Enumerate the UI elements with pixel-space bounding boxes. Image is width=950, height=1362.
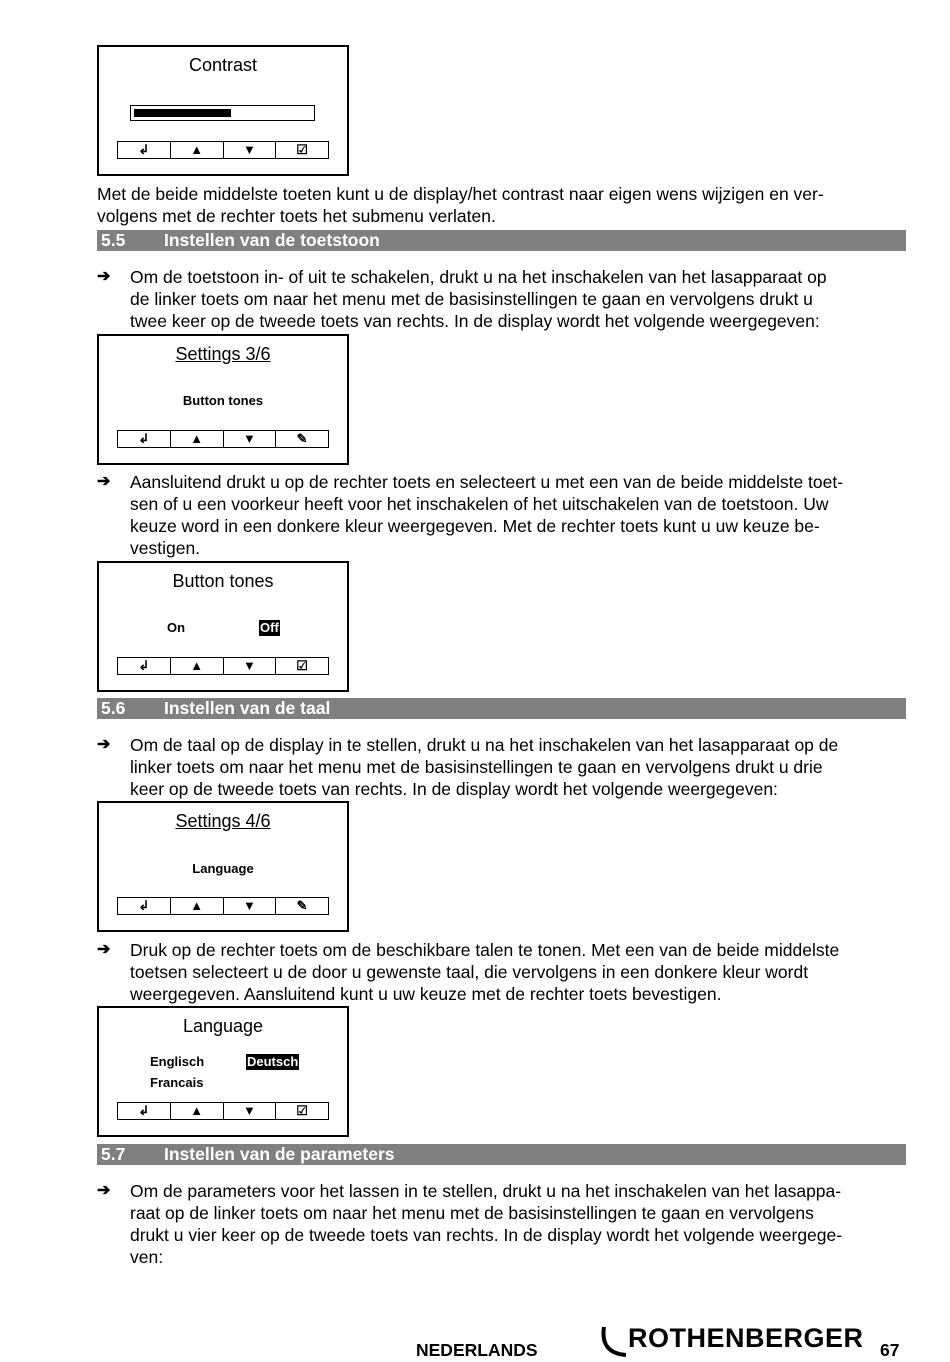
arrow-icon: ➔ [97,941,111,958]
arrow-icon: ➔ [97,1182,111,1199]
pencil-icon: ✎ [296,431,308,446]
section-title: Instellen van de taal [164,698,331,718]
checkbox-icon: ☑ [296,658,308,673]
arrow-icon: ➔ [97,473,111,490]
section-number: 5.6 [101,698,126,718]
contrast-display [97,45,349,176]
settings-3-6-display [97,334,349,465]
back-icon: ↲ [118,431,171,447]
section-title: Instellen van de parameters [164,1144,395,1164]
settings-title: Settings 4/6 [175,811,271,831]
back-icon: ↲ [118,658,171,674]
section-number: 5.7 [101,1144,126,1164]
up-arrow-icon: ▲ [171,1103,224,1119]
back-icon: ↲ [118,898,171,914]
menu-item: Button tones [182,393,264,408]
paragraph-line: Met de beide middelste toeten kunt u de display/het contrast naar eigen wens wijzigen en ver- [97,184,824,204]
option-on: On [167,620,186,635]
paragraph-line: weergegeven. Aansluitend kunt u uw keuze met de rechter toets bevestigen. [130,984,722,1004]
paragraph-line: keer op de tweede toets van rechts. In de display wordt het volgende weergegeven: [130,779,778,799]
checkbox-icon: ☑ [296,142,308,157]
paragraph-line: vestigen. [130,538,201,558]
arrow-icon: ➔ [97,736,111,753]
button-tones-display [97,561,349,692]
paragraph-line: Om de parameters voor het lassen in te stellen, drukt u na het inschakelen van het lasappa- [130,1181,842,1201]
settings-title: Settings 3/6 [175,344,271,364]
contrast-level-fill [134,109,231,117]
paragraph-line: raat op de linker toets om naar het menu met de basisinstellingen te gaan en vervolgens [130,1203,814,1223]
paragraph-line: Om de taal op de display in te stellen, drukt u na het inschakelen van het lasapparaat op de [130,735,839,755]
button-tones-title: Button tones [172,571,274,591]
paragraph-line: toetsen selecteert u de door u gewenste taal, die vervolgens in een donkere kleur wordt [130,962,809,982]
option-deutsch-selected: Deutsch [247,1054,299,1069]
option-englisch: Englisch [150,1054,205,1069]
paragraph-line: de linker toets om naar het menu met de basisinstellingen te gaan en vervolgens drukt u [130,289,813,309]
menu-item: Language [192,861,254,876]
contrast-level-bar [130,105,315,121]
paragraph-line: ven: [130,1247,164,1267]
down-arrow-icon: ▼ [224,658,277,674]
footer-language: NEDERLANDS [416,1340,538,1360]
contrast-paragraph [97,183,917,227]
paragraph-line: Aansluitend drukt u op de rechter toets en selecteert u met een van de beide middelste toet- [130,472,844,492]
arrow-icon: ➔ [97,268,111,285]
button-row [117,897,329,915]
up-arrow-icon: ▲ [171,142,224,158]
back-icon: ↲ [118,1103,171,1119]
paragraph-line: Om de toetstoon in- of uit te schakelen, drukt u na het inschakelen van het lasapparaat op [130,267,827,287]
option-off-selected: Off [260,620,279,635]
paragraph-line: sen of u een voorkeur heeft voor het inschakelen of het uitschakelen van de toetstoon. Uw [130,494,829,514]
button-row [117,430,329,448]
button-row [117,141,329,159]
section-heading-5-5 [97,230,906,251]
language-display [97,1006,349,1137]
section-heading-5-7 [97,1144,906,1165]
language-title: Language [182,1016,264,1036]
up-arrow-icon: ▲ [171,431,224,447]
paragraph-line: volgens met de rechter toets het submenu verlaten. [97,206,496,226]
checkbox-icon: ☑ [296,1103,308,1118]
paragraph-line: keuze word in een donkere kleur weergegeven. Met de rechter toets kunt u uw keuze be- [130,516,820,536]
up-arrow-icon: ▲ [171,658,224,674]
down-arrow-icon: ▼ [224,1103,277,1119]
paragraph-line: twee keer op de tweede toets van rechts. In de display wordt het volgende weergegeven: [130,311,820,331]
paragraph-line: Druk op de rechter toets om de beschikbare talen te tonen. Met een van de beide middelste [130,940,840,960]
section-heading-5-6 [97,698,906,719]
page-number: 67 [880,1340,900,1360]
section-title: Instellen van de toetstoon [164,230,380,250]
logo-text: ROTHENBERGER [628,1323,864,1353]
contrast-title: Contrast [188,55,258,75]
button-row [117,1102,329,1120]
section-number: 5.5 [101,230,126,250]
down-arrow-icon: ▼ [224,142,277,158]
down-arrow-icon: ▼ [224,898,277,914]
paragraph-line: linker toets om naar het menu met de basisinstellingen te gaan en vervolgens drukt u drie [130,757,823,777]
pencil-icon: ✎ [296,898,308,913]
back-icon: ↲ [118,142,171,158]
button-row [117,657,329,675]
settings-4-6-display [97,801,349,932]
logo-swoosh-icon [600,1325,630,1357]
option-francais: Francais [150,1075,204,1090]
paragraph-line: drukt u vier keer op de tweede toets van rechts. In de display wordt het volgende weergege- [130,1225,843,1245]
up-arrow-icon: ▲ [171,898,224,914]
down-arrow-icon: ▼ [224,431,277,447]
